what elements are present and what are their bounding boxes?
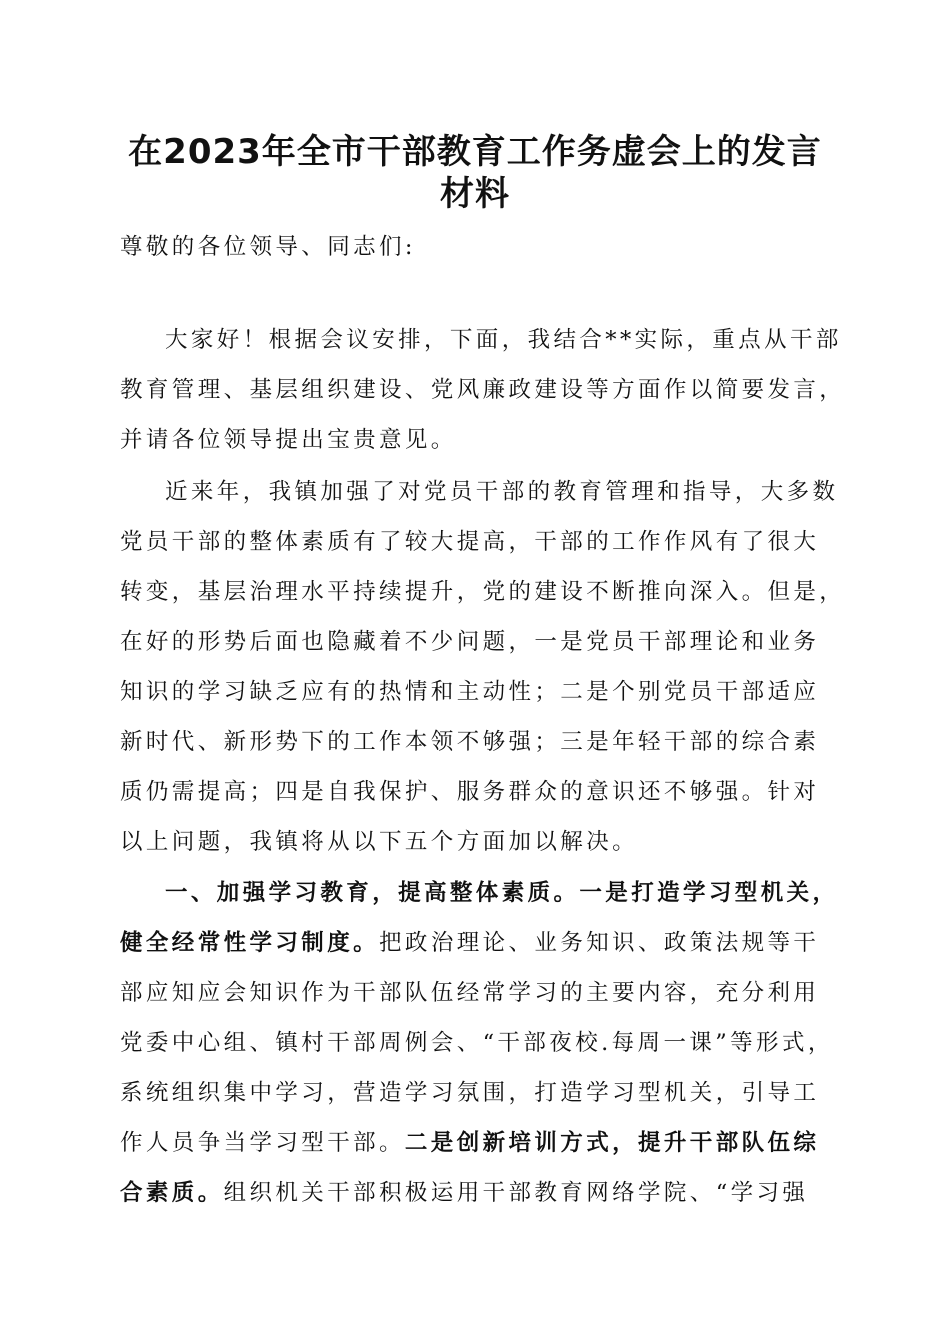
- section-subheading: 二是创新培训方式，提升干部队伍综: [404, 1130, 820, 1156]
- paragraph-line: 部应知应会知识作为干部队伍经常学习的主要内容，充分利用: [120, 980, 820, 1006]
- paragraph-intro: [120, 315, 846, 465]
- section-subheading: 合素质。: [120, 1180, 224, 1206]
- paragraph-line: 并请各位领导提出宝贵意见。: [120, 427, 457, 453]
- paragraph-line: 知识的学习缺乏应有的热情和主动性；二是个别党员干部适应: [120, 679, 820, 705]
- paragraph-line: 质仍需提高；四是自我保护、服务群众的意识还不够强。针对: [120, 779, 820, 805]
- salutation: 尊敬的各位领导、同志们:: [120, 234, 416, 260]
- paragraph-text: 把政治理论、业务知识、政策法规等干: [379, 930, 820, 956]
- paragraph-line: 近来年，我镇加强了对党员干部的教育管理和指导，大多数: [165, 479, 839, 505]
- paragraph-line: 以上问题，我镇将从以下五个方面加以解决。: [120, 829, 639, 855]
- paragraph-line: [120, 868, 839, 918]
- paragraph-line: 转变，基层治理水平持续提升，党的建设不断推向深入。但是，: [120, 579, 846, 605]
- document-title-line2: 材料: [440, 174, 510, 214]
- paragraph-line: [120, 1118, 834, 1168]
- paragraph-line: 在好的形势后面也隐藏着不少问题，一是党员干部理论和业务: [120, 629, 820, 655]
- paragraph-line: 党员干部的整体素质有了较大提高，干部的工作作风有了很大: [120, 529, 820, 555]
- paragraph-line: 系统组织集中学习，营造学习氛围，打造学习型机关，引导工: [120, 1080, 820, 1106]
- paragraph-line: 大家好！根据会议安排，下面，我结合**实际，重点从干部: [165, 327, 842, 353]
- paragraph-line: 教育管理、基层组织建设、党风廉政建设等方面作以简要发言，: [120, 377, 846, 403]
- paragraph-problems: [120, 467, 846, 867]
- section-heading: 一、加强学习教育，提高整体素质。一是打造学习型机关，: [165, 880, 839, 906]
- paragraph-section-one: [120, 868, 839, 1218]
- paragraph-text: 组织机关干部积极运用干部教育网络学院、“学习强: [223, 1180, 809, 1206]
- paragraph-text: 作人员争当学习型干部。: [120, 1130, 405, 1156]
- document-title-line1: 在2023年全市干部教育工作务虚会上的发言: [128, 132, 822, 172]
- paragraph-line: 新时代、新形势下的工作本领不够强；三是年轻干部的综合素: [120, 729, 820, 755]
- paragraph-line: 党委中心组、镇村干部周例会、“干部夜校.每周一课”等形式，: [120, 1030, 834, 1056]
- section-subheading: 健全经常性学习制度。: [120, 930, 380, 956]
- paragraph-line: [120, 918, 834, 968]
- paragraph-line: [120, 1168, 834, 1218]
